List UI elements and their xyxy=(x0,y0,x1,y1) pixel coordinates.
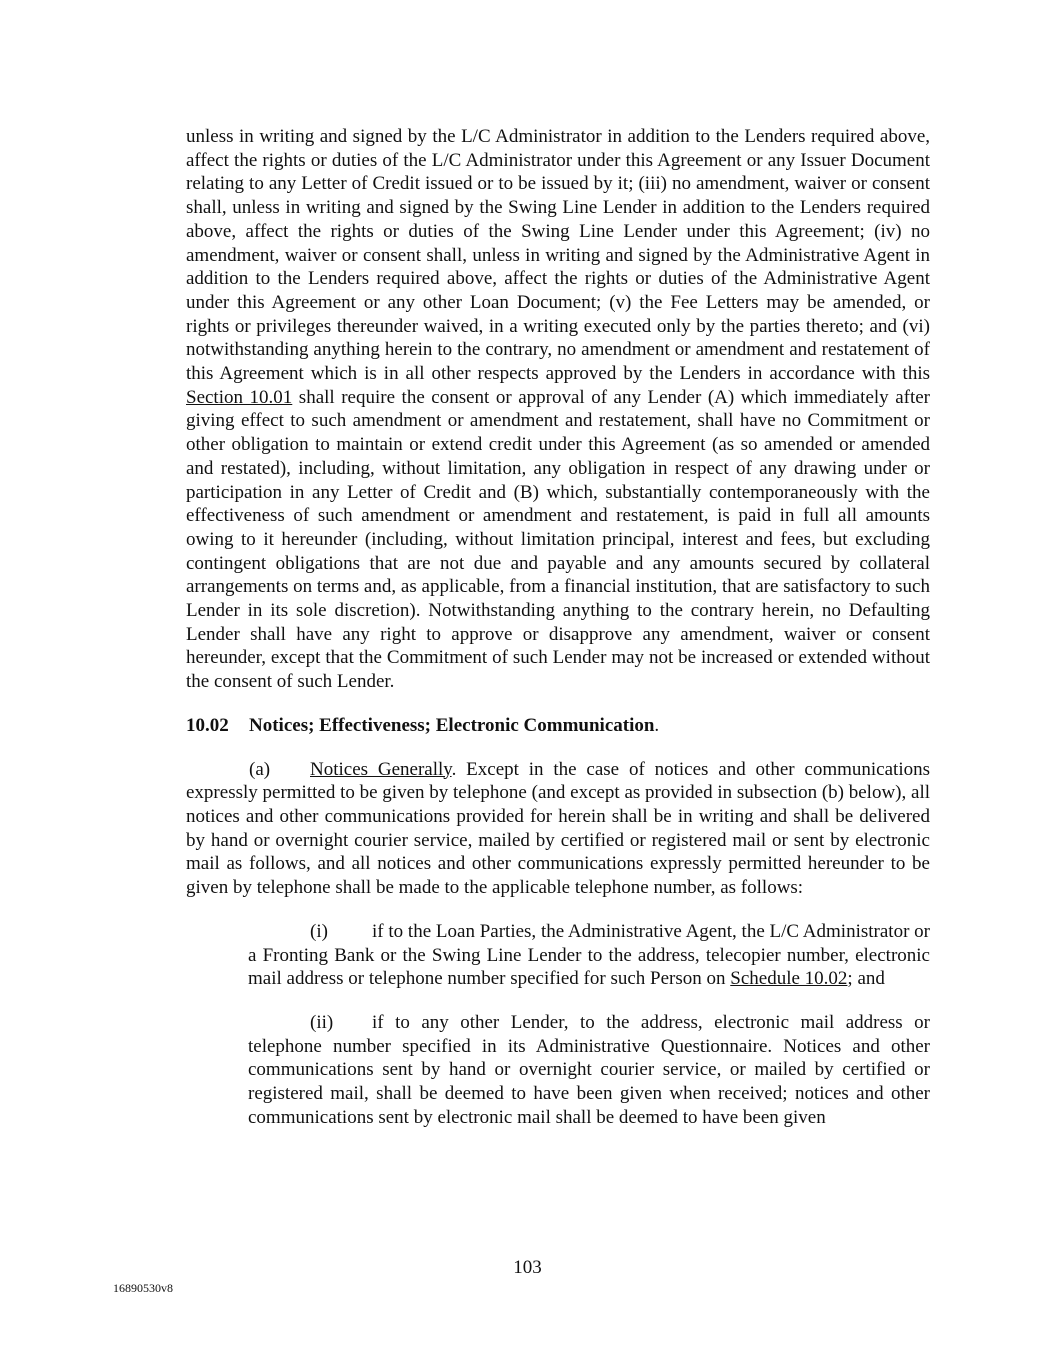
clause-text: ; and xyxy=(847,968,885,990)
clause-label: (ii) xyxy=(310,1011,334,1033)
paragraph-text: shall require the consent or approval of any Lender (A) which immediately after giving effect to such amendment or amendment and restatement, shall have no Commitment or other obligation to maintain or extend credit under this Agreement (as so amended or amended and restated), including, without limitation, any obligation in respect of any drawing under or participation in any Letter of Credit and (B) which, substantially contemporaneously with the effectiveness of such amendment or amendment and restatement, is paid in full all amounts owing to it hereunder (including, without limitation principal, interest and fees, but excluding contingent obligations that are not due and payable and any amounts secured by collateral arrangements on terms and, as applicable, from a financial institution, that are satisfactory to such Lender in its sole discretion). Notwithstanding anything to the contrary herein, no Defaulting Lender shall have any right to approve or disapprove any amendment, waiver or consent hereunder, except that the Commitment of such Lender may not be increased or extended without the consent of such Lender. xyxy=(186,386,931,693)
section-heading xyxy=(186,714,930,738)
clause-i xyxy=(248,920,930,991)
subsection-label: (a) xyxy=(249,758,271,780)
clause-ii xyxy=(248,1011,930,1130)
document-id: 16890530v8 xyxy=(113,1281,173,1295)
paragraph-text: unless in writing and signed by the L/C Administrator in addition to the Lenders required above, affect the rights or duties of the L/C Administrator under this Agreement or any Issuer Document relating to any Letter of Credit issued or to be issued by it; (iii) no amendment, waiver or consent shall, unless in writing and signed by the Swing Line Lender in addition to the Lenders required above, affect the rights or duties of the Swing Line Lender under this Agreement; (iv) no amendment, waiver or consent shall, unless in writing and signed by the Administrative Agent in addition to the Lenders required above, affect the rights or duties of the Administrative Agent under this Agreement or any other Loan Document; (v) the Fee Letters may be amended, or rights or privileges thereunder waived, in a writing executed only by the parties thereto; and (vi) notwithstanding anything herein to the contrary, no amendment or amendment and restatement of this Agreement which is in all other respects approved by the Lenders in accordance with this xyxy=(186,126,930,385)
heading-period: . xyxy=(654,714,660,736)
section-title: Notices; Effectiveness; Electronic Communication xyxy=(249,714,655,736)
clause-text: if to any other Lender, to the address, electronic mail address or telephone number specified in its Administrative Questionnaire. Notices and other communications sent by hand or overnight courier service, or mailed by certified or registered mail, shall be deemed to have been given when received; notices and other communications sent by electronic mail shall be deemed to have been given xyxy=(248,1011,930,1128)
paragraph-text: . Except in the case of notices and other communications expressly permitted to be given by telephone (and except as provided in subsection (b) below), all notices and other communications provided for herein shall be in writing and shall be delivered by hand or overnight courier service, mailed by certified or registered mail or sent by electronic mail as follows, and all notices and other communications expressly permitted hereunder to be given by telephone shall be made to the applicable telephone number, as follows: xyxy=(186,758,931,899)
clause-text: if to the Loan Parties, the Administrative Agent, the L/C Administrator or a Fronting Bank or the Swing Line Lender to the address, telecopier number, electronic mail address or telephone number specified for such Person on xyxy=(248,920,930,990)
document-body xyxy=(186,125,930,1149)
notices-generally-paragraph xyxy=(186,758,930,900)
section-number: 10.02 xyxy=(186,714,229,736)
subsection-caption: Notices Generally xyxy=(310,758,452,780)
page-number: 103 xyxy=(513,1257,542,1278)
section-reference-link: Section 10.01 xyxy=(186,386,293,408)
clause-label: (i) xyxy=(310,920,328,942)
schedule-reference-link: Schedule 10.02 xyxy=(730,968,848,990)
amendment-paragraph xyxy=(186,125,930,694)
